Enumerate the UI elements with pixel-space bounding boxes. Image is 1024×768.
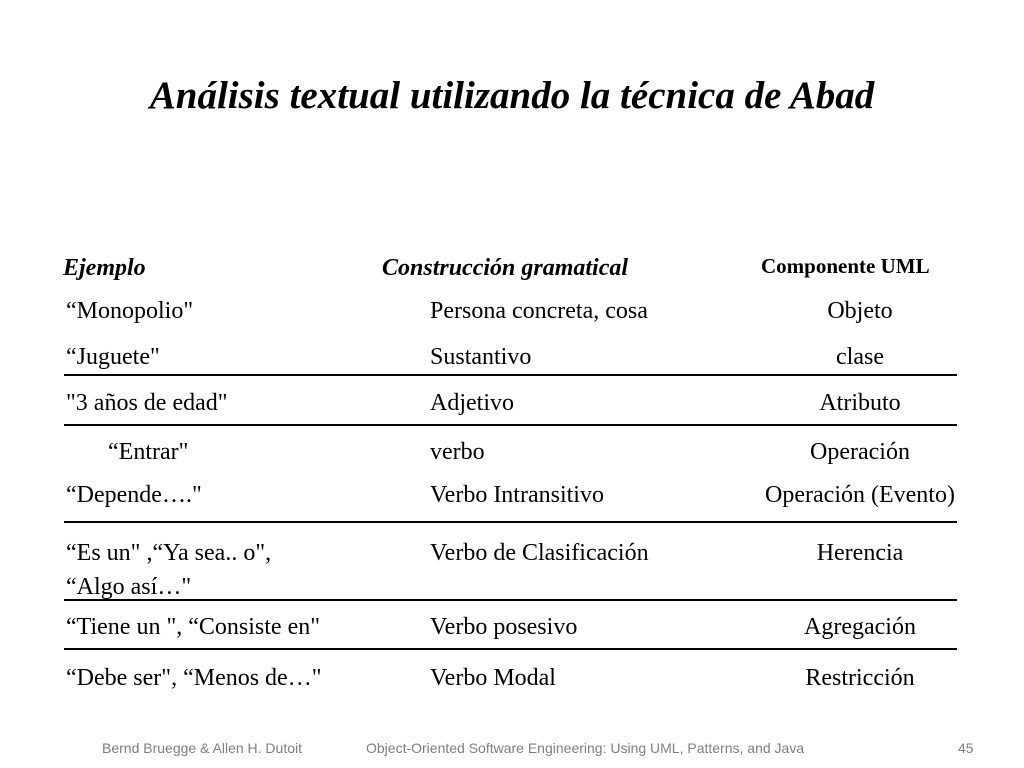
row-componente: Agregación: [804, 614, 916, 640]
row-divider: [64, 599, 957, 601]
footer-book-title: Object-Oriented Software Engineering: Using UML, Patterns, and Java: [366, 740, 805, 756]
row-construccion: Verbo posesivo: [430, 614, 578, 640]
column-header-ejemplo: Ejemplo: [63, 255, 146, 281]
column-header-componente: Componente UML: [761, 254, 930, 278]
page-number: 45: [958, 740, 974, 756]
row-ejemplo-continuation: “Algo así…": [66, 574, 192, 600]
row-componente: Restricción: [805, 665, 915, 691]
row-componente: clase: [836, 344, 884, 370]
row-ejemplo: “Juguete": [66, 344, 160, 370]
slide-title: Análisis textual utilizando la técnica de Abad: [149, 74, 875, 117]
row-ejemplo: “Es un" ,“Ya sea.. o",: [66, 540, 272, 566]
row-ejemplo: “Entrar": [108, 439, 189, 465]
row-construccion: Verbo de Clasificación: [430, 540, 649, 566]
row-componente: Operación: [810, 439, 910, 465]
row-construccion: Verbo Intransitivo: [430, 482, 604, 508]
row-componente: Operación (Evento): [765, 482, 955, 508]
row-componente: Atributo: [819, 390, 901, 416]
row-construccion: Sustantivo: [430, 344, 532, 370]
row-divider: [64, 648, 957, 650]
row-divider: [64, 521, 957, 523]
footer-authors: Bernd Bruegge & Allen H. Dutoit: [102, 740, 303, 756]
row-construccion: Persona concreta, cosa: [430, 298, 648, 324]
column-header-construccion: Construcción gramatical: [382, 255, 629, 281]
row-divider: [64, 424, 957, 426]
row-divider: [64, 374, 957, 376]
row-construccion: Adjetivo: [430, 390, 514, 416]
row-componente: Herencia: [816, 540, 904, 566]
row-ejemplo: “Depende….": [66, 482, 202, 508]
row-componente: Objeto: [827, 298, 893, 324]
row-ejemplo: “Tiene un ", “Consiste en": [66, 614, 321, 640]
row-construccion: verbo: [430, 439, 485, 465]
row-construccion: Verbo Modal: [430, 665, 556, 691]
row-ejemplo: “Monopolio": [66, 298, 194, 324]
row-ejemplo: “Debe ser", “Menos de…": [66, 665, 322, 691]
row-ejemplo: "3 años de edad": [66, 390, 228, 416]
